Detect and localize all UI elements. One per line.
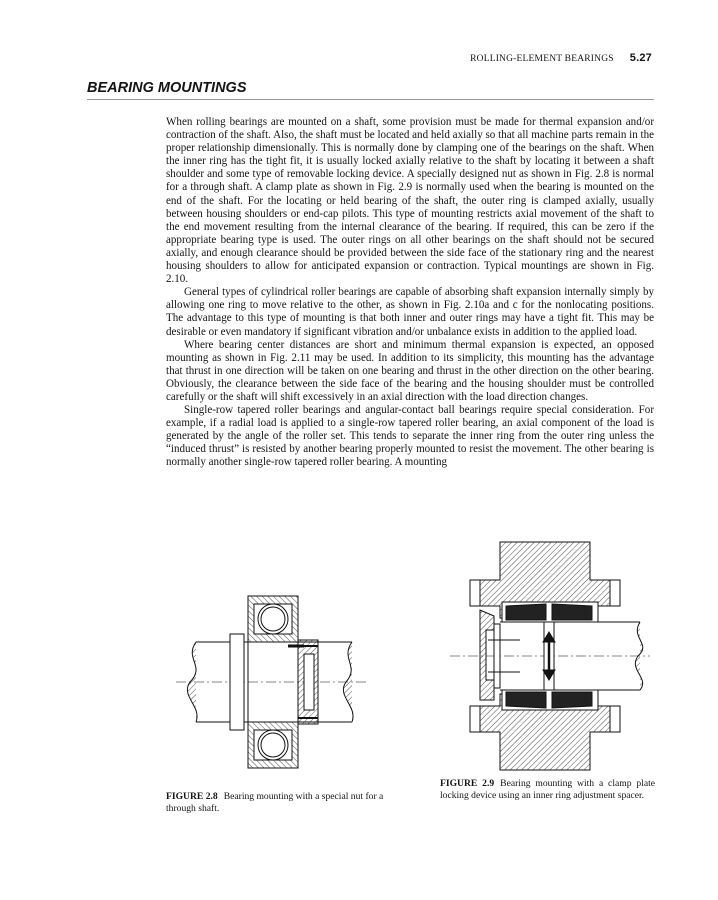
figure-2-9-caption xyxy=(440,778,655,802)
paragraph-3: Where bearing center distances are short and minimum thermal expansion is expected, an opposed mounting as shown in Fig. 2.11 may be used. In addition to its simplicity, this mounting has the advantage that thrust in one direction will be taken on one bearing and thrust in the other direction on the other bearing. Obviously, the clearance between the side face of the bearing and the housing shoulder must be controlled carefully or the shaft will shift excessively in an axial direction with the load direction changes. xyxy=(166,338,654,403)
running-head xyxy=(470,52,652,64)
figure-2-9-text: Bearing mounting with a clamp plate locking device using an inner ring adjustment spacer. xyxy=(440,778,656,801)
figure-2-8-caption xyxy=(166,791,392,815)
figure-2-9-drawing xyxy=(440,540,658,772)
section-rule xyxy=(87,99,654,100)
paragraph-1: When rolling bearings are mounted on a shaft, some provision must be made for thermal expansion and/or contraction of the shaft. Also, the shaft must be located and held axially so that all machine parts remain in the proper relationship dimensionally. This is normally done by clamping one of the bearings on the shaft. When the inner ring has the tight fit, it is usually locked axially relative to the shaft by locating it between a shaft shoulder and some type of removable locking device. A specially designed nut as shown in Fig. 2.8 is normal for a through shaft. A clamp plate as shown in Fig. 2.9 is normally used when the bearing is mounted on the end of the shaft. For the locating or held bearing of the shaft, the outer ring is clamped axially, usually between housing shoulders or end-cap pilots. This type of mounting restricts axial movement of the shaft to the end movement resulting from the internal clearance of the bearing. If required, this can be zero if the appropriate bearing type is used. The outer rings on all other bearings on the shaft should not be secured axially, and enough clearance should be provided between the side face of the stationary ring and the nearest housing shoulders to allow for anticipated expansion or contraction. Typical mountings are shown in Fig. 2.10. xyxy=(166,116,654,286)
figure-2-8-drawing xyxy=(176,584,366,789)
figure-2-9-label: FIGURE 2.9 xyxy=(440,778,495,789)
paragraph-2: General types of cylindrical roller bearings are capable of absorbing shaft expansion internally simply by allowing one ring to move relative to the other, as shown in Fig. 2.10a and c for the nonlocating positions. The advantage to this type of mounting is that both inner and outer rings may have a tight fit. This may be desirable or even mandatory if significant vibration and/or unbalance exists in addition to the applied load. xyxy=(166,286,654,338)
paragraph-4: Single-row tapered roller bearings and angular-contact ball bearings require special consideration. For example, if a radial load is applied to a single-row tapered roller bearing, an axial component of the load is generated by the angle of the roller set. This tends to separate the inner ring from the outer ring unless the “induced thrust” is resisted by another bearing properly mounted to resist the movement. The other bearing is normally another single-row tapered roller bearing. A mounting xyxy=(166,404,654,469)
section-title: BEARING MOUNTINGS xyxy=(87,80,247,96)
running-title: ROLLING-ELEMENT BEARINGS xyxy=(470,54,614,64)
figure-2-8-text: Bearing mounting with a special nut for a through shaft. xyxy=(166,791,384,814)
page-number: 5.27 xyxy=(629,52,652,64)
body-text xyxy=(166,116,654,470)
figure-2-8-label: FIGURE 2.8 xyxy=(166,791,218,802)
